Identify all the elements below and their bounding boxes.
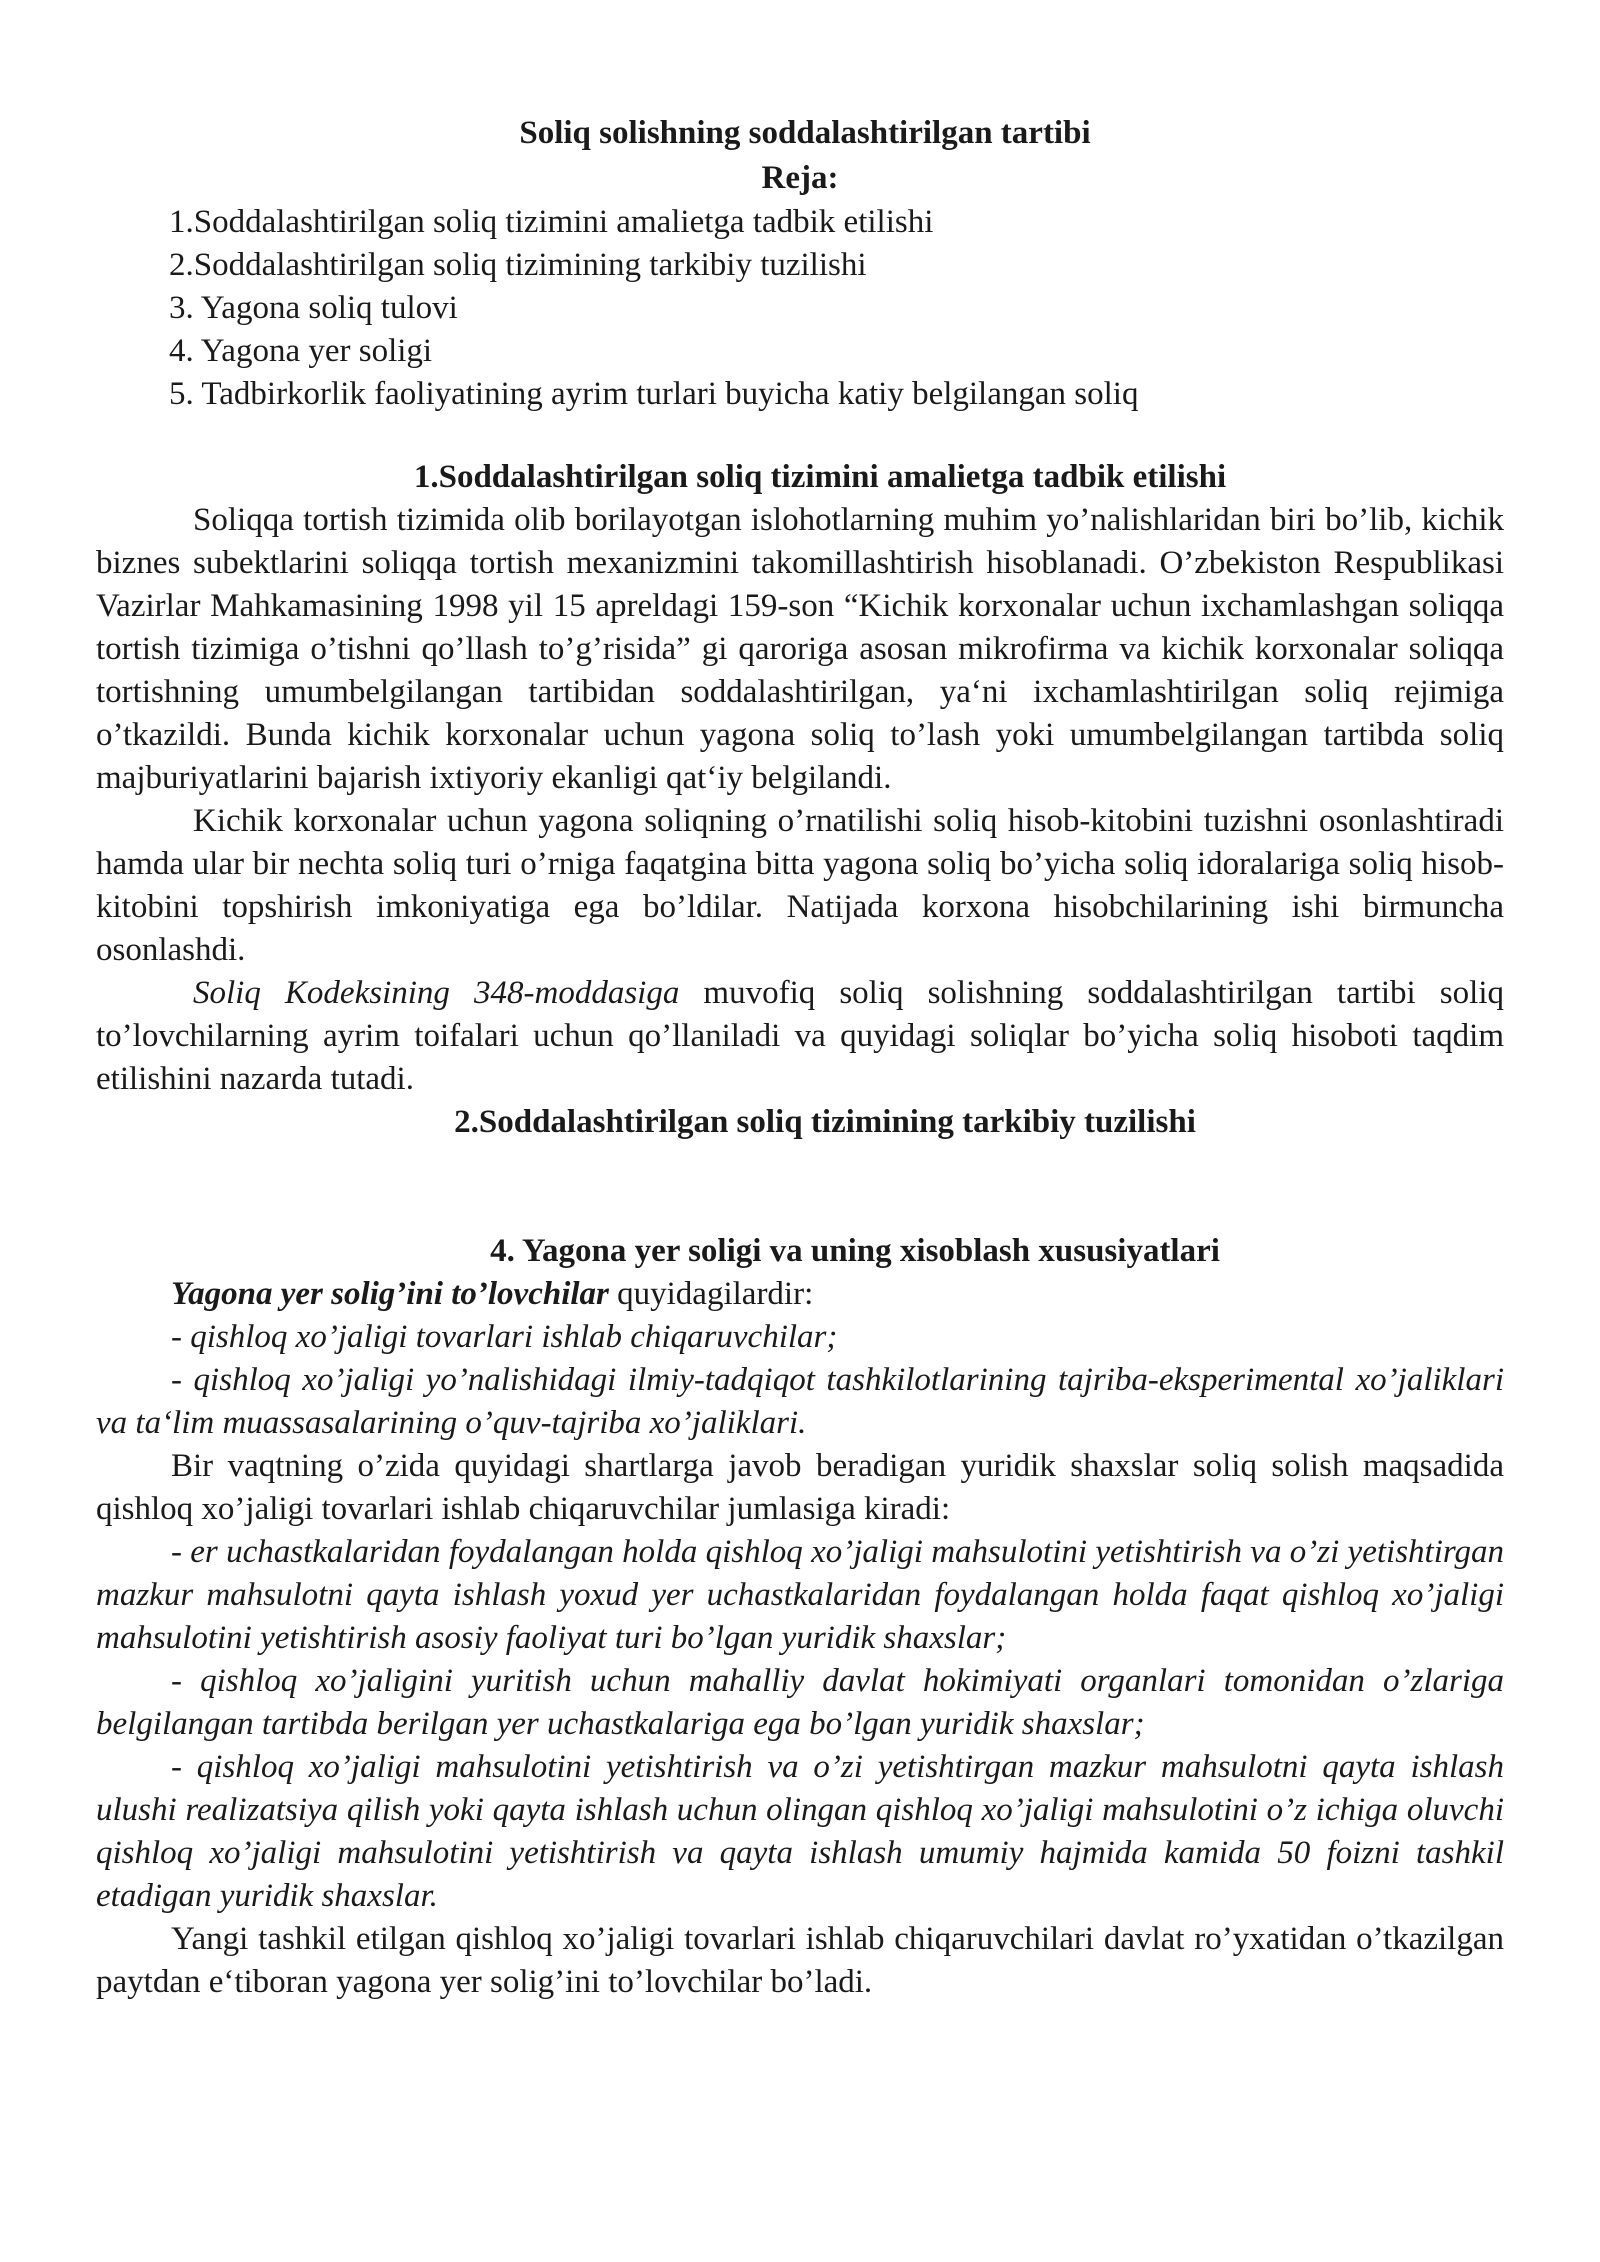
section-2-heading: 2.Soddalashtirilgan soliq tizimining tarkibiy tuzilishi (454, 1104, 1196, 1140)
condition-item-2: - qishloq xo’jaligini yuritish uchun mahalliy davlat hokimiyati organlari tomonidan o’zlariga belgilangan tartibda berilgan yer uchastkalariga ega bo’lgan yuridik shaxslar; (96, 1663, 1504, 1742)
payer-item-2: - qishloq xo’jaligi yo’nalishidagi ilmiy-tadqiqot tashkilotlarining tajriba-eksperimental xo’jaliklari va ta‘lim muassasalarining o’quv-tajriba xo’jaliklari. (96, 1362, 1504, 1441)
paragraph-text: muvofiq soliq solishning soddalashtirilgan tartibi soliq to’lovchilarning ayrim toifalari uchun qo’llaniladi va quyidagi soliqlar bo’yicha soliq hisoboti taqdim etilishini nazarda tutadi. (96, 975, 1504, 1097)
section-4-heading: 4. Yagona yer soligi va uning xisoblash xususiyatlari (490, 1233, 1220, 1269)
condition-item-3: - qishloq xo’jaligi mahsulotini yetishtirish va o’zi yetishtirgan mazkur mahsulotni qayta ishlash ulushi realizatsiya qilish yoki qayta ishlash uchun olingan qishloq xo’jaligi mahsulotini o’z ichiga oluvchi qishloq xo’jaligi mahsulotini yetishtirish va qayta ishlash umumiy hajmida kamida 50 foizni tashkil etadigan yuridik shaxslar. (96, 1749, 1504, 1914)
document-title: Soliq solishning soddalashtirilgan tartibi (519, 115, 1091, 151)
conditions-paragraph: Bir vaqtning o’zida quyidagi shartlarga javob beradigan yuridik shaxslar soliq solish maqsadida qishloq xo’jaligi tovarlari ishlab chiqaruvchilar jumlasiga kiradi: (96, 1448, 1504, 1527)
payers-intro (96, 1273, 1504, 1316)
plan-item: 3. Yagona soliq tulovi (169, 290, 458, 326)
section-1-paragraph-2: Kichik korxonalar uchun yagona soliqning o’rnatilishi soliq hisob-kitobini tuzishni osonlashtiradi hamda ular bir nechta soliq turi o’rniga faqatgina bitta yagona soliq bo’yicha soliq idoralariga soliq hisob-kitobini topshirish imkoniyatiga ega bo’ldilar. Natijada korxona hisobchilarining ishi birmuncha osonlashdi. (96, 803, 1504, 968)
plan-item: 4. Yagona yer soligi (169, 333, 433, 369)
section-1-heading: 1.Soddalashtirilgan soliq tizimini amalietga tadbik etilishi (413, 459, 1227, 495)
plan-item: 1.Soddalashtirilgan soliq tizimini amalietga tadbik etilishi (169, 204, 934, 240)
payer-item-1: - qishloq xo’jaligi tovarlari ishlab chiqaruvchilar; (171, 1319, 838, 1355)
plan-item: 5. Tadbirkorlik faoliyatining ayrim turlari buyicha katiy belgilangan soliq (169, 376, 1139, 412)
plan-item: 2.Soddalashtirilgan soliq tizimining tarkibiy tuzilishi (169, 247, 867, 283)
condition-item-1: - er uchastkalaridan foydalangan holda qishloq xo’jaligi mahsulotini yetishtirish va o’zi yetishtirgan mazkur mahsulotni qayta ishlash yoxud yer uchastkalaridan foydalangan holda faqat qishloq xo’jaligi mahsulotini yetishtirish asosiy faoliyat turi bo’lgan yuridik shaxslar; (96, 1534, 1504, 1656)
plan-heading: Reja: (761, 160, 839, 196)
section-1-paragraph-3 (96, 972, 1504, 1101)
payers-term: Yagona yer solig’ini to’lovchilar (171, 1276, 609, 1312)
section-1-paragraph-1: Soliqqa tortish tizimida olib borilayotgan islohotlarning muhim yo’nalishlaridan biri bo’lib, kichik biznes subektlarini soliqqa tortish mexanizmini takomillashtirish hisoblanadi. O’zbekiston Respublikasi Vazirlar Mahkamasining 1998 yil 15 apreldagi 159-son “Kichik korxonalar uchun ixchamlashgan soliqqa tortish tizimiga o’tishni qo’llash to’g’risida” gi qaroriga asosan mikrofirma va kichik korxonalar soliqqa tortishning umumbelgilangan tartibidan soddalashtirilgan, ya‘ni ixchamlashtirilgan soliq rejimiga o’tkazildi. Bunda kichik korxonalar uchun yagona soliq to’lash yoki umumbelgilangan tartibda soliq majburiyatlarini bajarish ixtiyoriy ekanligi qat‘iy belgilandi. (96, 502, 1504, 796)
payers-text: quyidagilardir: (608, 1276, 814, 1312)
closing-paragraph: Yangi tashkil etilgan qishloq xo’jaligi tovarlari ishlab chiqaruvchilari davlat ro’yxatidan o’tkazilgan paytdan e‘tiboran yagona yer solig’ini to’lovchilar bo’ladi. (96, 1921, 1504, 2000)
code-reference: Soliq Kodeksining 348-moddasiga (193, 975, 680, 1011)
plan-list (96, 201, 1504, 416)
